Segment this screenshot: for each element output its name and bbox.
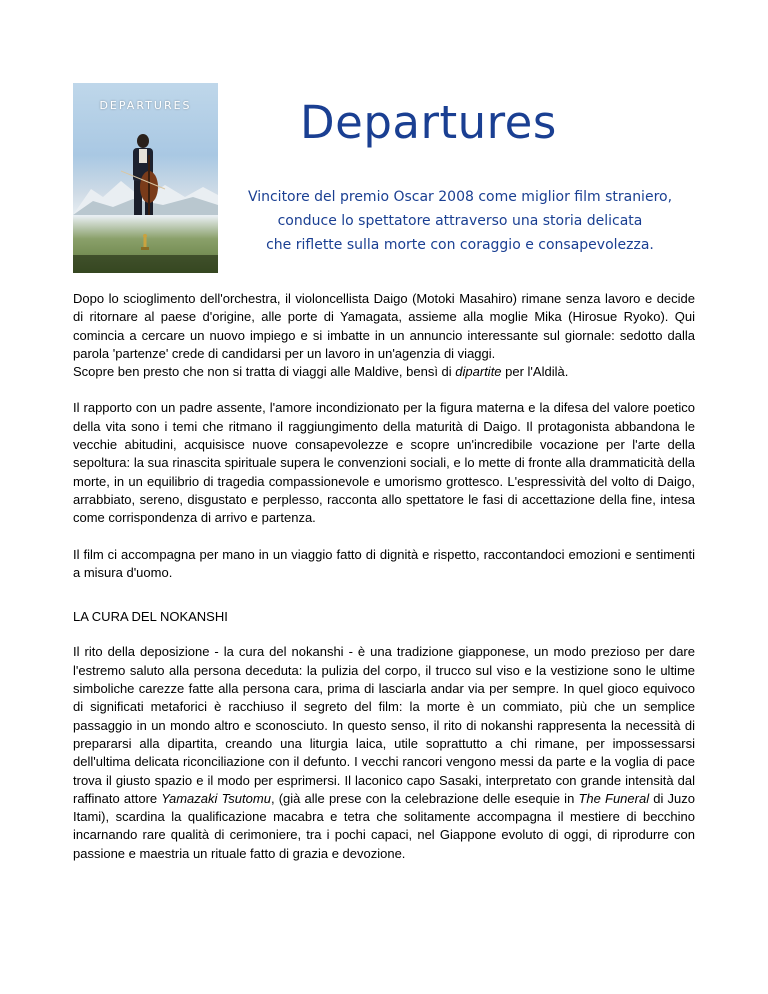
paragraph-text: Il rito della deposizione - la cura del nokanshi - è una tradizione giapponese, un modo prezioso per dare l'estremo saluto alla persona deceduta: la pulizia del corpo, il trucco sul viso e la vestizione sono le ultime simboliche carezze fatte alla persona cara, prima di lasciarla andar via per sempre. In quel gioco equivoco di significati metaforici è racchiuso il segreto del film: la morte è un commiato, più che un semplice passaggio in un mondo altro e sconosciuto. In questo senso, il rito di nokanshi rappresenta la necessità di prepararsi alla dipartita, creando una liturgia laica, utile soprattutto a chi rimane, per impossessarsi dell'ultima delicata riconciliazione con il defunto. I vecchi rancori vengono messi da parte e la voglia di pace trova il giusto spazio e il modo per esprimersi. Il laconico capo Sasaki, interpretato con grande intensità dal raffinato attore [73, 644, 695, 806]
paragraph-text: , (già alle prese con la celebrazione delle esequie in [270, 790, 579, 806]
paragraph-summary: Il film ci accompagna per mano in un viaggio fatto di dignità e rispetto, raccontandoci emozioni e sentimenti a misura d'uomo. [73, 546, 695, 580]
section-heading: LA CURA DEL NOKANSHI [73, 609, 228, 625]
document-title: Departures [300, 96, 557, 149]
poster-credits [73, 255, 218, 273]
actor-name: Yamazaki Tsutomu [161, 790, 271, 806]
poster-title: DEPARTURES [99, 99, 192, 112]
cellist-figure-icon [113, 131, 173, 221]
paragraph-text: di Juzo Itami), scardina la qualificazione macabra e tetra che solitamente accompagna il mestiere di becchino incarnando rare qualità di cerimoniere, tra i pochi capaci, nel Giappone evoluto di oggi, di riprodurre con passione e maestria un rituale fatto di grazia e devozione. [73, 790, 695, 861]
subtitle-line: che riflette sulla morte con coraggio e consapevolezza. [266, 237, 654, 253]
subtitle-line: conduce lo spettatore attraverso una storia delicata [277, 213, 643, 229]
film-title: The Funeral [578, 790, 650, 806]
movie-poster [73, 83, 218, 273]
italic-text: dipartite [455, 364, 502, 380]
paragraph-text: Dopo lo scioglimento dell'orchestra, il violoncellista Daigo (Motoki Masahiro) rimane senza lavoro e decide di ritornare al paese d'origine, alle porte di Yamagata, assieme alla moglie Mika (Hirosue Ryoko). Qui comincia a cercare un nuovo impiego e si imbatte in un annuncio interessante sul giornale: sedotto dalla parola 'partenze' crede di candidarsi per un lavoro in un'agenzia di viaggi. [73, 291, 695, 361]
paragraph-themes: Il rapporto con un padre assente, l'amore incondizionato per la figura materna e la difesa del valore poetico della vita sono i temi che ritmano il raggiungimento della maturità di Daigo. Il protagonista abbandona le vecchie abitudini, acquisisce nuove consapevolezze e scopre un'incredibile vocazione per l'arte della sepoltura: la sua rinascita spirituale supera le convenzioni sociali, e lo mette di fronte alla drammaticità della morte, in un equilibrio di tragedia compassionevole e umorismo grottesco. L'espressività del volto di Daigo, arrabbiato, sereno, disgustato e perplesso, racconta allo spettatore le fasi di accettazione della fine, intesa come corrispondenza di arrivo e partenza. [73, 400, 695, 526]
oscar-statuette-icon [135, 233, 155, 251]
subtitle [226, 185, 694, 257]
paragraph-text: Scopre ben presto che non si tratta di viaggi alle Maldive, bensì di [73, 364, 456, 380]
subtitle-line: Vincitore del premio Oscar 2008 come miglior film straniero, [247, 189, 673, 205]
paragraph-plot [73, 290, 695, 381]
paragraph-text: per l'Aldilà. [501, 364, 569, 380]
article-body [73, 290, 695, 881]
paragraph-nokanshi [73, 643, 695, 863]
